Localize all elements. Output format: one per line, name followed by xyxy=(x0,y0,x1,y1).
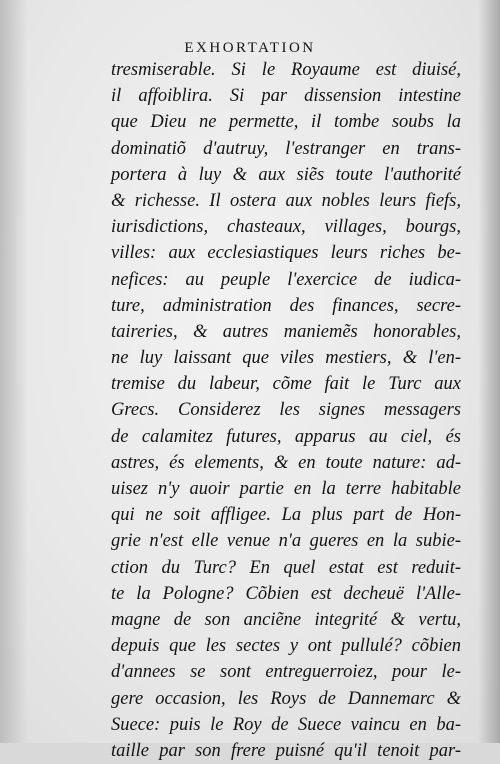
text-line: dominatiõ d'autruy, l'estranger en trans- xyxy=(111,138,461,159)
text-line: il affoiblira. Si par dissension intestine xyxy=(111,86,461,107)
text-line: gere occasion, les Roys de Dannemarc & xyxy=(111,688,461,709)
text-line: astres, és elements, & en toute nature: ad- xyxy=(111,452,461,473)
text-line: grie n'est elle venue n'a gueres en la subie- xyxy=(111,531,461,552)
text-line: villes: aux ecclesiastiques leurs riches be- xyxy=(111,243,461,264)
running-head: EXHORTATION xyxy=(184,40,316,56)
text-line: nefices: au peuple l'exercice de iudica- xyxy=(111,269,461,290)
page-shadow-right xyxy=(478,0,500,743)
text-line: taille par son frere puisné qu'il tenoit par- xyxy=(111,740,461,761)
page-shadow-left xyxy=(0,0,28,743)
text-line: de calamitez futures, apparus au ciel, és xyxy=(111,426,461,447)
text-line: Grecs. Considerez les signes messagers xyxy=(111,400,461,421)
text-line: ture, administration des finances, secre- xyxy=(111,295,461,316)
text-line: magne de son anciẽne integrité & vertu, xyxy=(111,609,461,630)
text-line: qui ne soit affligee. La plus part de Hon- xyxy=(111,505,461,526)
text-line: uisez n'y auoir partie en la terre habitable xyxy=(111,479,461,499)
text-line: tresmiserable. Si le Royaume est diuisé, xyxy=(111,60,461,80)
text-line: te la Pologne? Cõbien est decheuë l'Alle- xyxy=(111,583,461,604)
text-line: & richesse. Il ostera aux nobles leurs fiefs, xyxy=(111,190,461,211)
text-line: portera à luy & aux siẽs toute l'authorité xyxy=(111,164,461,185)
text-line: que Dieu ne permette, il tombe soubs la xyxy=(111,112,461,133)
text-line: d'annees se sont entreguerroiez, pour le- xyxy=(111,662,461,683)
text-line: Suece: puis le Roy de Suece vaincu en ba- xyxy=(111,714,461,735)
text-line: ne luy laissant que viles mestiers, & l'en- xyxy=(111,348,461,369)
text-line: taireries, & autres maniemẽs honorables, xyxy=(111,321,461,342)
text-line: depuis que les sectes y ont pullulé? cõbien xyxy=(111,636,461,657)
body-text xyxy=(111,57,461,764)
text-line: iurisdictions, chasteaux, villages, bourgs, xyxy=(111,217,461,238)
text-line: ction du Turc? En quel estat est reduit- xyxy=(111,557,461,578)
text-line: tremise du labeur, cõme fait le Turc aux xyxy=(111,374,461,395)
